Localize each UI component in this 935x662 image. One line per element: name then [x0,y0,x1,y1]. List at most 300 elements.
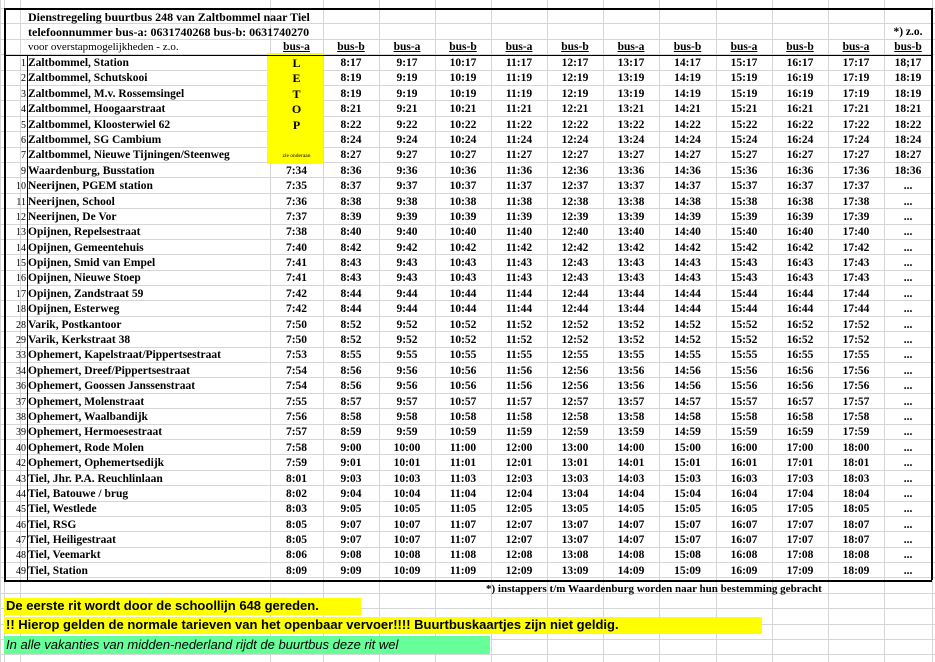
stop-name: Zaltbommel, M.v. Rossemsingel [28,87,185,100]
time-cell: 16:43 [786,272,814,285]
time-cell: 9:43 [396,272,418,285]
time-cell: 16:56 [786,380,814,393]
time-cell: 12:27 [561,149,589,162]
time-cell: 10:59 [449,426,477,439]
row-number: 38 [16,411,26,423]
time-cell: 17:55 [842,349,870,362]
time-cell: 9:38 [396,195,418,208]
time-cell: 12:09 [505,564,533,577]
time-cell: 8:03 [285,503,308,516]
time-cell: 13:55 [617,349,645,362]
time-cell: 11:08 [449,549,477,562]
time-cell: 12:58 [561,410,589,423]
time-cell: 14:59 [674,426,701,439]
stop-name: Tiel, Heiligestraat [28,534,116,547]
see-below-note: zie onderaan [282,153,311,160]
time-cell: 17:56 [842,364,870,377]
time-cell: 8:59 [340,426,362,439]
holiday-note: In alle vakanties van midden-nederland rijdt de buurtbus deze rit wel [6,637,399,652]
time-cell: ... [903,195,913,208]
time-cell: 10:22 [449,118,477,131]
time-cell: 13:09 [561,564,589,577]
time-cell: 15:37 [730,180,758,193]
time-cell: 18:04 [842,487,870,500]
time-cell: 14:39 [674,210,701,223]
stop-name: Zaltbommel, Kloosterwiel 62 [28,118,171,131]
time-cell: 10:01 [393,457,421,470]
time-cell: 18:19 [894,72,922,85]
time-cell: 11:58 [505,410,533,423]
time-cell: 16:19 [786,87,814,100]
time-cell: 8:55 [340,349,362,362]
time-cell: 12:38 [561,195,589,208]
time-cell: 15:22 [730,118,758,131]
time-cell: 12:17 [561,57,589,69]
time-cell: 13:19 [617,72,645,85]
time-cell: 16:07 [730,534,758,547]
time-cell: 14:55 [674,349,701,362]
time-cell: 11:07 [449,518,477,531]
row-number: 29 [16,335,26,347]
time-cell: 9:56 [396,364,418,377]
column-header: bus-b [673,41,702,53]
time-cell: 9:09 [340,564,362,577]
time-cell: 16:44 [786,287,814,300]
time-cell: 18:00 [842,441,870,454]
time-cell: 16:22 [786,118,814,131]
time-cell: 18:08 [842,549,870,562]
column-header: bus-a [393,41,421,53]
time-cell: 13:22 [617,118,645,131]
time-cell: 14:03 [617,472,645,485]
time-cell: 13:59 [617,426,645,439]
time-cell: 7:42 [285,287,308,300]
time-cell: 9:21 [396,103,418,116]
time-cell: 12:07 [505,534,533,547]
time-cell: 11:01 [449,457,477,470]
time-cell: 16:43 [786,257,814,270]
time-cell: 10:17 [449,57,477,69]
time-cell: 7:54 [285,380,308,393]
time-cell: 11:40 [505,226,533,239]
time-cell: 11:24 [505,133,533,146]
column-header: bus-b [561,41,589,53]
time-cell: ... [903,518,913,531]
time-cell: 8:22 [340,118,362,131]
time-cell: 10:44 [449,287,477,300]
time-cell: 13:07 [561,518,589,531]
time-cell: 17:58 [842,410,870,423]
time-cell: 7:40 [285,241,308,254]
time-cell: 15:57 [730,395,758,408]
time-cell: 9:56 [396,380,418,393]
time-cell: 17:00 [786,441,814,454]
column-header: bus-a [617,41,645,53]
row-number: 37 [16,396,26,408]
time-cell: ... [903,334,913,347]
time-cell: 14:38 [674,195,701,208]
time-cell: 13:03 [561,472,589,485]
column-header: bus-b [449,41,477,53]
time-cell: 12:03 [505,472,533,485]
time-cell: ... [903,564,913,577]
time-cell: 12:52 [561,334,589,347]
time-cell: 9:42 [396,241,418,254]
stop-name: Ophemert, Waalbandijk [28,410,148,423]
time-cell: 13:24 [617,133,645,146]
time-cell: 11:03 [449,472,477,485]
time-cell: ... [903,226,913,239]
time-cell: 9:22 [396,118,418,131]
time-cell: 12:19 [561,87,589,100]
time-cell: 16:44 [786,303,814,316]
time-cell: 9:19 [396,72,418,85]
time-cell: 14:19 [674,72,701,85]
time-cell: 9:52 [396,318,418,331]
time-cell: 11:27 [505,149,533,162]
time-cell: 12:19 [561,72,589,85]
stop-name: Tiel, RSG [28,518,77,531]
row-number: 42 [16,458,26,470]
time-cell: 8:09 [285,564,308,577]
time-cell: 8:19 [340,72,362,85]
time-cell: 12:36 [561,164,589,177]
time-cell: 10:24 [449,133,477,146]
time-cell: 9:39 [396,210,418,223]
row-number: 17 [16,288,26,300]
time-cell: 10:40 [449,226,477,239]
time-cell: 17:05 [786,503,814,516]
time-cell: 10:43 [449,272,477,285]
column-header: bus-a [842,41,870,53]
time-cell: 16:04 [730,487,758,500]
time-cell: ... [903,303,913,316]
time-cell: 18:36 [894,164,922,177]
time-cell: 7:57 [285,426,308,439]
time-cell: 14:00 [617,441,645,454]
zo-note: *) z.o. [893,26,923,38]
time-cell: 14:44 [674,287,701,300]
time-cell: 10:52 [449,318,477,331]
time-cell: ... [903,534,913,547]
time-cell: 13:42 [617,241,645,254]
time-cell: 9:58 [396,410,418,423]
time-cell: 16:07 [730,518,758,531]
row-number: 36 [16,381,26,393]
time-cell: 8:37 [340,180,362,193]
time-cell: 17:43 [842,272,870,285]
time-cell: 15:58 [730,410,758,423]
time-cell: 15:40 [730,226,758,239]
time-cell: ... [903,364,913,377]
time-cell: 13:43 [617,272,645,285]
time-cell: 14:19 [674,87,701,100]
time-cell: 12:43 [561,272,589,285]
table-border-top [4,8,932,10]
time-cell: 17:39 [842,210,870,223]
time-cell: 12:55 [561,349,589,362]
time-cell: 12:44 [561,303,589,316]
time-cell: 8:40 [340,226,362,239]
transfer-note: voor overstapmogelijkheden - z.o. [28,41,179,53]
column-header: bus-a [730,41,758,53]
row-number: 18 [16,304,26,316]
time-cell: 15:07 [674,518,701,531]
time-cell: 13:56 [617,364,645,377]
stop-name: Opijnen, Smid van Empel [28,257,156,270]
stop-name: Tiel, Jhr. P.A. Reuchlinlaan [28,472,163,485]
time-cell: 16:55 [786,349,814,362]
time-cell: 17:38 [842,195,870,208]
time-cell: 13:44 [617,287,645,300]
stop-name: Tiel, Batouwe / brug [28,487,129,500]
time-cell: 9:52 [396,334,418,347]
time-cell: 12:39 [561,210,589,223]
time-cell: 12:43 [561,257,589,270]
first-trip-note: De eerste rit wordt door de schoollijn 648 gereden. [6,598,319,613]
time-cell: 11:56 [505,364,533,377]
time-cell: 11:57 [505,395,533,408]
time-cell: 9:19 [396,87,418,100]
letop-letter: L [292,56,301,70]
time-cell: 8:01 [285,472,308,485]
time-cell: 13:44 [617,303,645,316]
time-cell: 10:43 [449,257,477,270]
time-cell: 9:00 [340,441,362,454]
time-cell: 8:02 [285,487,308,500]
time-cell: 14:04 [617,487,645,500]
time-cell: 17:52 [842,334,870,347]
time-cell: 11:44 [505,303,533,316]
time-cell: 8:38 [340,195,362,208]
time-cell: 14:27 [674,149,701,162]
time-cell: 8:27 [340,149,362,162]
row-number: 49 [16,565,26,577]
stop-name: Tiel, Westlede [28,503,97,516]
time-cell: 17:24 [842,133,870,146]
time-cell: 7:56 [285,410,308,423]
stop-name: Opijnen, Nieuwe Stoep [28,272,141,285]
time-cell: 14:56 [674,364,701,377]
time-cell: 8:42 [340,241,362,254]
time-cell: 15:56 [730,380,758,393]
stop-column-separator [27,56,28,580]
row-number: 44 [16,488,26,500]
time-cell: 16:24 [786,133,814,146]
time-cell: 13:01 [561,457,589,470]
time-cell: 9:03 [340,472,362,485]
row-number: 7 [21,150,26,162]
time-cell: 17:19 [842,87,870,100]
time-cell: 13:08 [561,549,589,562]
time-cell: 8:05 [285,518,308,531]
time-cell: 7:55 [285,395,308,408]
time-cell: 15:43 [730,272,758,285]
time-cell: 10:21 [449,103,477,116]
time-cell: 11:42 [505,241,533,254]
time-cell: 13:56 [617,380,645,393]
time-cell: 9:07 [340,534,362,547]
time-cell: 11:05 [449,503,477,516]
stop-name: Ophemert, Goossen Janssenstraat [28,380,196,393]
time-cell: 15:38 [730,195,758,208]
row-number: 39 [16,427,26,439]
time-cell: 15:01 [674,457,701,470]
time-cell: 9:40 [396,226,418,239]
row-number: 16 [16,273,26,285]
time-cell: 9:24 [396,133,418,146]
time-cell: 9:07 [340,518,362,531]
time-cell: 18:21 [894,103,922,116]
time-cell: 13:21 [617,103,645,116]
time-cell: 17:19 [842,72,870,85]
row-number: 3 [21,88,26,100]
time-cell: 8:56 [340,380,362,393]
time-cell: 12:57 [561,395,589,408]
time-cell: 14:17 [674,57,701,69]
time-cell: 15:55 [730,349,758,362]
time-cell: 10:56 [449,380,477,393]
time-cell: 12:37 [561,180,589,193]
time-cell: 10:19 [449,72,477,85]
column-header: bus-b [894,41,922,53]
time-cell: 8:57 [340,395,362,408]
time-cell: 11:43 [505,272,533,285]
time-cell: 9:01 [340,457,362,470]
time-cell: 7:42 [285,303,308,316]
time-cell: 18:03 [842,472,870,485]
time-cell: 15:09 [674,564,701,577]
stop-name: Zaltbommel, Schutskooi [28,72,148,85]
tariff-warning: !! Hierop gelden de normale tarieven van het openbaar vervoer!!!! Buurtbuskaartjes zijn niet geldig. [6,617,619,632]
time-cell: 18;17 [894,57,922,69]
time-cell: 10:52 [449,334,477,347]
time-cell: 7:41 [285,272,308,285]
time-cell: 17:03 [786,472,814,485]
time-cell: 17:01 [786,457,814,470]
row-number: 33 [16,350,26,362]
gridline-h [0,654,935,655]
time-cell: 16:52 [786,334,814,347]
time-cell: 15:42 [730,241,758,254]
time-cell: 13:05 [561,503,589,516]
time-cell: 15:59 [730,426,758,439]
row-number: 40 [16,442,26,454]
time-cell: 10:00 [393,441,421,454]
time-cell: 9:59 [396,426,418,439]
time-cell: 9:36 [396,164,418,177]
time-cell: 10:44 [449,303,477,316]
phone-numbers: telefoonnummer bus-a: 0631740268 bus-b: 0631740270 [28,25,310,39]
time-cell: 12:01 [505,457,533,470]
time-cell: 13:40 [617,226,645,239]
time-cell: 11:21 [505,103,533,116]
time-cell: 17:27 [842,149,870,162]
time-cell: 16:03 [730,472,758,485]
time-cell: 15:39 [730,210,758,223]
time-cell: 18:27 [894,149,922,162]
time-cell: 7:36 [285,195,308,208]
time-cell: 15:56 [730,364,758,377]
time-cell: 14:52 [674,318,701,331]
table-border-right [931,8,933,580]
time-cell: 10:42 [449,241,477,254]
time-cell: 17:21 [842,103,870,116]
time-cell: 11:09 [449,564,477,577]
time-cell: 12:21 [561,103,589,116]
time-cell: 7:35 [285,180,308,193]
row-number: 14 [16,242,26,254]
time-cell: 16:01 [730,457,758,470]
time-cell: 12:05 [505,503,533,516]
time-cell: 10:37 [449,180,477,193]
time-cell: 15:24 [730,133,758,146]
time-cell: 13:36 [617,164,645,177]
time-cell: 8:39 [340,210,362,223]
time-cell: 15:03 [674,472,701,485]
time-cell: 16:39 [786,210,814,223]
row-number: 43 [16,473,26,485]
time-cell: 9:04 [340,487,362,500]
stop-name: Opijnen, Gemeentehuis [28,241,144,254]
time-cell: 17:07 [786,534,814,547]
time-cell: 11:22 [505,118,533,131]
time-cell: 17:37 [842,180,870,193]
time-cell: 8:43 [340,257,362,270]
table-border-left [4,8,6,580]
stop-name: Tiel, Station [28,564,88,577]
time-cell: 8:05 [285,534,308,547]
time-cell: 11:52 [505,318,533,331]
time-cell: 12:59 [561,426,589,439]
time-cell: 8:58 [340,410,362,423]
time-cell: 17:44 [842,303,870,316]
time-cell: 17:36 [842,164,870,177]
time-cell: 16:57 [786,395,814,408]
time-cell: 9:44 [396,287,418,300]
stop-name: Opijnen, Repelsestraat [28,226,141,239]
page-title: Dienstregeling buurtbus 248 van Zaltbommel naar Tiel [28,10,310,24]
time-cell: ... [903,180,913,193]
time-cell: 8:52 [340,318,362,331]
time-cell: 13:38 [617,195,645,208]
time-cell: 8:44 [340,303,362,316]
time-cell: 10:19 [449,87,477,100]
time-cell: 15:44 [730,287,758,300]
time-cell: 11:56 [505,380,533,393]
time-cell: 12:52 [561,318,589,331]
time-cell: 11:17 [505,57,533,69]
time-cell: 11:37 [505,180,533,193]
time-cell: 17:43 [842,257,870,270]
time-cell: 12:42 [561,241,589,254]
time-cell: 16:36 [786,164,814,177]
time-cell: 16:17 [786,57,814,69]
time-cell: 11:52 [505,334,533,347]
time-cell: 14:36 [674,164,701,177]
time-cell: 8:36 [340,164,362,177]
time-cell: 12:56 [561,380,589,393]
time-cell: 14:44 [674,303,701,316]
time-cell: ... [903,380,913,393]
time-cell: 17:07 [786,518,814,531]
time-cell: 14:57 [674,395,701,408]
time-cell: 7:59 [285,457,308,470]
time-cell: 16:21 [786,103,814,116]
time-cell: 16:59 [786,426,814,439]
time-cell: 14:07 [617,518,645,531]
column-header: bus-a [283,41,310,53]
